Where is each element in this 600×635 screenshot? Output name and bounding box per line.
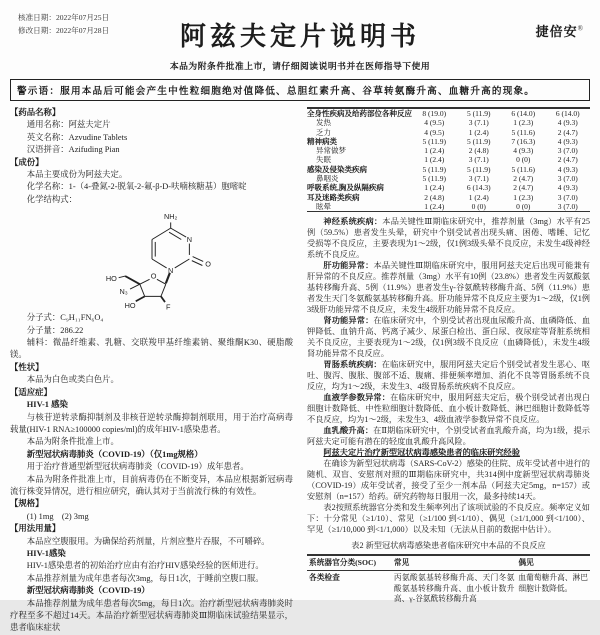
section-drug-name: 【药品名称】 <box>10 108 61 117</box>
adr-value: 3 (7.0) <box>557 146 578 156</box>
section-composition: 【成份】 <box>10 157 44 167</box>
pinyin-name: 汉语拼音：Azifuding Pian <box>26 145 120 155</box>
table-row <box>307 165 590 174</box>
fluorine-label: F <box>165 302 170 312</box>
adr-value: 3 (7.0) <box>557 192 578 202</box>
conditional-approval-note: 本品为附条件批准上市。 <box>26 437 119 447</box>
table-header-row <box>307 555 590 571</box>
page-title: 阿兹夫定片说明书 <box>179 22 420 51</box>
adr-value: 6 (14.0) <box>511 109 536 118</box>
description-text: 本品为白色或类白色片。 <box>26 375 119 385</box>
adr-value: 5 (11.6) <box>511 164 535 174</box>
paragraph-body: 本品关键性Ⅲ期临床研究中，推荐剂量（3mg）水平有25例（59.5%）患者发生头晕，研究中个别受试者出现头痛、困倦、嗜睡、记忆受损等不良反应，主要表现为1～2级，仅1例3级头晕不良反应，未发生4级神经系统不良反应。 <box>307 217 590 260</box>
adr-value: 0 (0) <box>516 155 531 165</box>
adr-value: 4 (9.3) <box>557 183 578 193</box>
adr-value: 2 (4.8) <box>468 146 489 156</box>
common-cell: 丙氨酸氨基转移酶升高、天门冬氨酸氨基转移酶升高、血小板计数升高、γ-谷氨酰转移酶升高 <box>393 573 515 604</box>
molecule-diagram <box>59 207 245 311</box>
adr-label: 感染及侵染类疾病 <box>307 164 367 174</box>
table-row <box>307 571 590 607</box>
date-block <box>18 11 109 37</box>
table-row <box>307 183 590 192</box>
adr-value: 5 (11.9) <box>422 174 446 184</box>
carbonyl-oxygen-label: O <box>204 259 211 269</box>
adr-value: 1 (2.4) <box>468 192 489 202</box>
paragraph-lead: 胃肠系统疾病： <box>323 360 382 370</box>
adr-value: 4 (9.5) <box>424 118 445 128</box>
adr-value: 3 (7.0) <box>557 201 578 211</box>
main-ingredient: 本品主要成份为阿兹夫定。 <box>26 170 128 180</box>
adr-value: 1 (2.4) <box>468 127 489 137</box>
adr-value: 4 (9.3) <box>557 136 578 146</box>
covid-study-paragraph1: 在确诊为新型冠状病毒（SARS-CoV-2）感染的住院、成年受试者中进行的随机、双盲、安慰剂对照的Ⅲ期临床研究中，共314例中度新型冠状病毒肺炎（COVID-19）成年受试者，接受了至少一剂本品（阿兹夫定5mg，n=157）或安慰剂（n=157）给药。研究药物每日服用一次，最多持续14天。 <box>307 459 590 502</box>
dosage-covid-text: 本品推荐剂量为成年患者每次5mg，每日1次。治疗新型冠状病毒肺炎时疗程至多不超过14天。本品治疗新型冠状病毒肺炎Ⅲ期临床试验结果显示，患者临床症状 <box>10 598 293 633</box>
adr-value: 5 (11.9) <box>422 164 446 174</box>
adr-value: 4 (9.3) <box>513 146 534 156</box>
paragraph-body: 在Ⅱ期临床研究中，个别受试者血乳酸升高，均为1级，提示阿兹夫定可能有潜在的轻度血乳酸升高风险。 <box>307 426 590 447</box>
dosage-hiv-text1: HIV-1感染患者的初始治疗应由有治疗HIV感染经验的医师进行。 <box>26 561 264 571</box>
table-row <box>307 108 590 118</box>
indication-hiv-heading: HIV-1 感染 <box>26 400 68 410</box>
renal-function-paragraph <box>307 315 590 359</box>
paragraph-lead: 肝功能异常： <box>323 261 374 271</box>
adr-value: 0 (0) <box>516 201 531 211</box>
adr-value: 1 (2.4) <box>424 155 445 165</box>
adr-label: 精神病类 <box>307 136 337 146</box>
paragraph-lead: 血乳酸升高： <box>323 426 374 436</box>
glycosidic-nitrogen-label: N <box>167 266 173 276</box>
ring-nitrogen-label: N <box>186 235 192 245</box>
adr-value: 1 (2.3) <box>513 192 534 202</box>
table-row <box>307 202 590 212</box>
adr-value: 5 (11.9) <box>467 109 491 118</box>
approval-date: 核准日期：2022年07月25日 <box>18 13 110 22</box>
liver-function-paragraph <box>307 260 590 315</box>
adr-label: 鼻咽炎 <box>316 174 339 184</box>
adr-value: 1 (2.4) <box>424 183 445 193</box>
table-row <box>307 174 590 183</box>
paragraph-body: 在临床研究中，服用阿兹夫定后，极个别受试者出现白细胞计数降低、中性粒细胞计数降低、血小板计数降低、淋巴细胞计数降低等不良反应，均为1～2级，未发生3、4级血液学参数异常不良反应。 <box>307 393 590 425</box>
adr-value: 5 (11.9) <box>467 136 491 146</box>
covid-adr-table <box>307 554 590 607</box>
adr-value: 5 (11.9) <box>422 136 446 146</box>
brand-text: 捷倍安 <box>535 24 578 39</box>
english-name: 英文名称：Azvudine Tablets <box>26 132 128 142</box>
gastrointestinal-paragraph <box>307 359 590 392</box>
table2-caption: 表2 新型冠状病毒感染患者临床研究中本品的不良反应 <box>351 541 546 551</box>
warning-box: 警示语：服用本品后可能会产生中性粒细胞绝对值降低、总胆红素升高、谷草转氨酶升高、血糖升高的现象。 <box>10 79 590 101</box>
paragraph-lead: 神经系统疾病： <box>323 217 383 227</box>
adr-value: 1 (2.3) <box>513 118 534 128</box>
adr-label: 眩晕 <box>316 201 331 211</box>
chemical-structure-figure <box>10 207 293 311</box>
hydroxyl-label: HO <box>124 301 136 310</box>
document-header <box>0 0 600 52</box>
paragraph-lead: 血液学参数异常： <box>323 393 391 403</box>
soc-cell: 各类检查 <box>309 573 340 583</box>
indication-covid-heading: 新型冠状病毒肺炎（COVID-19）（仅1mg规格） <box>26 449 203 459</box>
adr-value: 2 (4.7) <box>557 127 578 137</box>
adr-label: 全身性疾病及给药部位各种反应 <box>307 109 412 118</box>
chemical-name: 化学名称：1-（4-叠氮-2-脱氧-2-氟-β-D-呋喃核糖基）胞嘧啶 <box>26 182 247 192</box>
adr-label: 发热 <box>316 118 331 128</box>
adverse-reaction-table <box>307 107 590 212</box>
indication-covid-text: 用于治疗普通型新型冠状病毒肺炎（COVID-19）成年患者。 <box>26 462 249 472</box>
adr-value: 2 (4.7) <box>557 155 578 165</box>
adr-value: 2 (4.7) <box>513 174 534 184</box>
structure-label: 化学结构式： <box>26 194 78 204</box>
adr-value: 4 (9.3) <box>557 164 578 174</box>
common-header: 常见 <box>392 555 517 571</box>
adr-value: 6 (14.3) <box>466 183 491 193</box>
adr-value: 3 (7.1) <box>468 155 489 165</box>
adr-value: 3 (7.1) <box>468 174 489 184</box>
registered-trademark-icon: ® <box>577 24 584 33</box>
adr-value: 4 (9.5) <box>424 127 445 137</box>
brand-name <box>536 21 584 40</box>
table-row <box>307 193 590 202</box>
uncommon-cell: 血葡萄糖升高、淋巴细胞计数降低。 <box>518 573 588 593</box>
hematology-paragraph <box>307 392 590 425</box>
excipients: 辅料：微晶纤维素、乳糖、交联羧甲基纤维素钠、聚维酮K30、硬脂酸镁。 <box>10 338 293 360</box>
revision-date: 修改日期：2022年07月28日 <box>18 26 110 35</box>
adr-value: 1 (2.4) <box>424 146 445 156</box>
paragraph-body: 在临床研究中，个别受试者出现血尿酸升高、血磷降低、血钾降低、血钠升高、钙离子减少、尿蛋白检出、蛋白尿、夜尿症等肾脏系统相关不良反应，主要表现为1～2级，仅1例3级不良反应（血磷降低），未发生4级肾功能异常不良反应。 <box>307 316 590 359</box>
adr-value: 7 (16.3) <box>511 136 536 146</box>
section-dosage: 【用法用量】 <box>10 524 61 534</box>
adr-value: 8 (19.0) <box>422 109 447 118</box>
covid-study-heading: 阿兹夫定片治疗新型冠状病毒感染患者的临床研究经验 <box>323 448 520 458</box>
uncommon-header: 偶见 <box>516 555 590 571</box>
right-column <box>307 107 590 635</box>
two-column-body <box>0 101 600 635</box>
hydroxymethyl-label: HO <box>105 274 117 284</box>
table-row <box>307 128 590 137</box>
covid-study-paragraph2: 表2按照系统器官分类和发生频率列出了该项试验的不良反应。频率定义如下：十分常见（≥1/10）、常见（≥1/100 到<1/10）、偶见（≥1/1,000 到<1/100）、罕见（≥1/10,000 到<1/1,000）以及未知（无法从目前的数据中估计）。 <box>307 503 590 535</box>
lactate-paragraph <box>307 425 590 447</box>
adr-label: 失眠 <box>316 155 331 165</box>
table-row <box>307 155 590 164</box>
adr-value: 1 (2.4) <box>424 201 445 211</box>
adr-value: 6 (14.0) <box>555 109 580 118</box>
approval-subtitle: 本品为附条件批准上市，请仔细阅读说明书并在医师指导下使用 <box>169 61 431 71</box>
generic-name: 通用名称：阿兹夫定片 <box>26 120 111 130</box>
section-description: 【性状】 <box>10 362 44 372</box>
table-row <box>307 146 590 155</box>
adr-label: 异常做梦 <box>316 146 346 156</box>
soc-header: 系统器官分类(SOC) <box>307 555 392 571</box>
dosage-hiv-heading: HIV-1感染 <box>26 548 66 558</box>
dosage-general: 本品应空腹服用。为确保给药剂量，片剂应整片吞服，不可嚼碎。 <box>26 536 270 546</box>
adr-value: 0 (0) <box>471 201 486 211</box>
adr-value: 5 (11.9) <box>467 164 491 174</box>
adr-label: 呼吸系统,胸及纵隔疾病 <box>307 183 384 193</box>
amine-label: NH₂ <box>163 212 177 222</box>
table-row <box>307 137 590 146</box>
adr-label: 乏力 <box>316 127 331 137</box>
adr-value: 3 (7.0) <box>557 174 578 184</box>
dosage-covid-heading: 新型冠状病毒肺炎（COVID-19） <box>26 586 150 596</box>
azide-label: N₃ <box>118 287 128 297</box>
ring-oxygen-label: O <box>150 271 156 281</box>
adr-value: 3 (7.1) <box>468 118 489 128</box>
strength-values: (1) 1mg (2) 3mg <box>26 511 89 521</box>
table-row <box>307 118 590 127</box>
indication-hiv-text: 与核苷逆转录酶抑制剂及非核苷逆转录酶抑制剂联用，用于治疗高病毒载量(HIV-1 RNA≥100000 copies/ml)的成年HIV-1感染患者。 <box>10 412 293 434</box>
molecular-weight: 分子量：286.22 <box>26 325 84 335</box>
adr-value: 4 (9.3) <box>557 118 578 128</box>
section-indications: 【适应症】 <box>10 387 52 397</box>
left-column <box>10 107 293 635</box>
adr-value: 5 (11.6) <box>511 127 535 137</box>
adr-value: 2 (4.8) <box>424 192 445 202</box>
adr-label: 耳及迷路类疾病 <box>307 192 360 202</box>
section-strength: 【规格】 <box>10 499 44 509</box>
paragraph-body: 在临床研究中，服用阿兹夫定后个别受试者发生恶心、呕吐、腹泻、腹胀、腹部不适、腹痛、排便频率增加、消化不良等胃肠系统不良反应，均为1～2级，未发生3、4级胃肠系统疾病不良反应。 <box>307 360 590 392</box>
variant-note: 本品为附条件批准上市，目前病毒仍在不断变异，本品应根据新冠病毒流行株变异情况，进行相应研究，确认其对于当前流行株的有效性。 <box>10 474 293 496</box>
paragraph-body: 本品关键性Ⅲ期临床研究中，服用阿兹夫定后出现可能兼有肝异常的不良反应。推荐剂量（3mg）水平有10例（23.8%）患者发生丙氨酸氨基转移酶升高、5例（11.9%）患者发生γ-谷氨酰转移酶升高、5例（11.9%）患者发生天门冬氨酸氨基转移酶升高。肝功能异常不良反应主要为1～2级，仅1例3级肝功能异常不良反应，未发生4级肝功能异常不良反应。 <box>307 261 590 315</box>
dosage-hiv-text2: 本品推荐剂量为成年患者每次3mg，每日1次，于睡前空腹口服。 <box>26 573 264 583</box>
nervous-system-paragraph <box>307 216 590 260</box>
adr-value: 2 (4.7) <box>513 183 534 193</box>
paragraph-lead: 肾功能异常： <box>323 316 374 326</box>
molecular-formula: 分子式：C₉H₁₁FN₆O₄ <box>26 313 104 323</box>
